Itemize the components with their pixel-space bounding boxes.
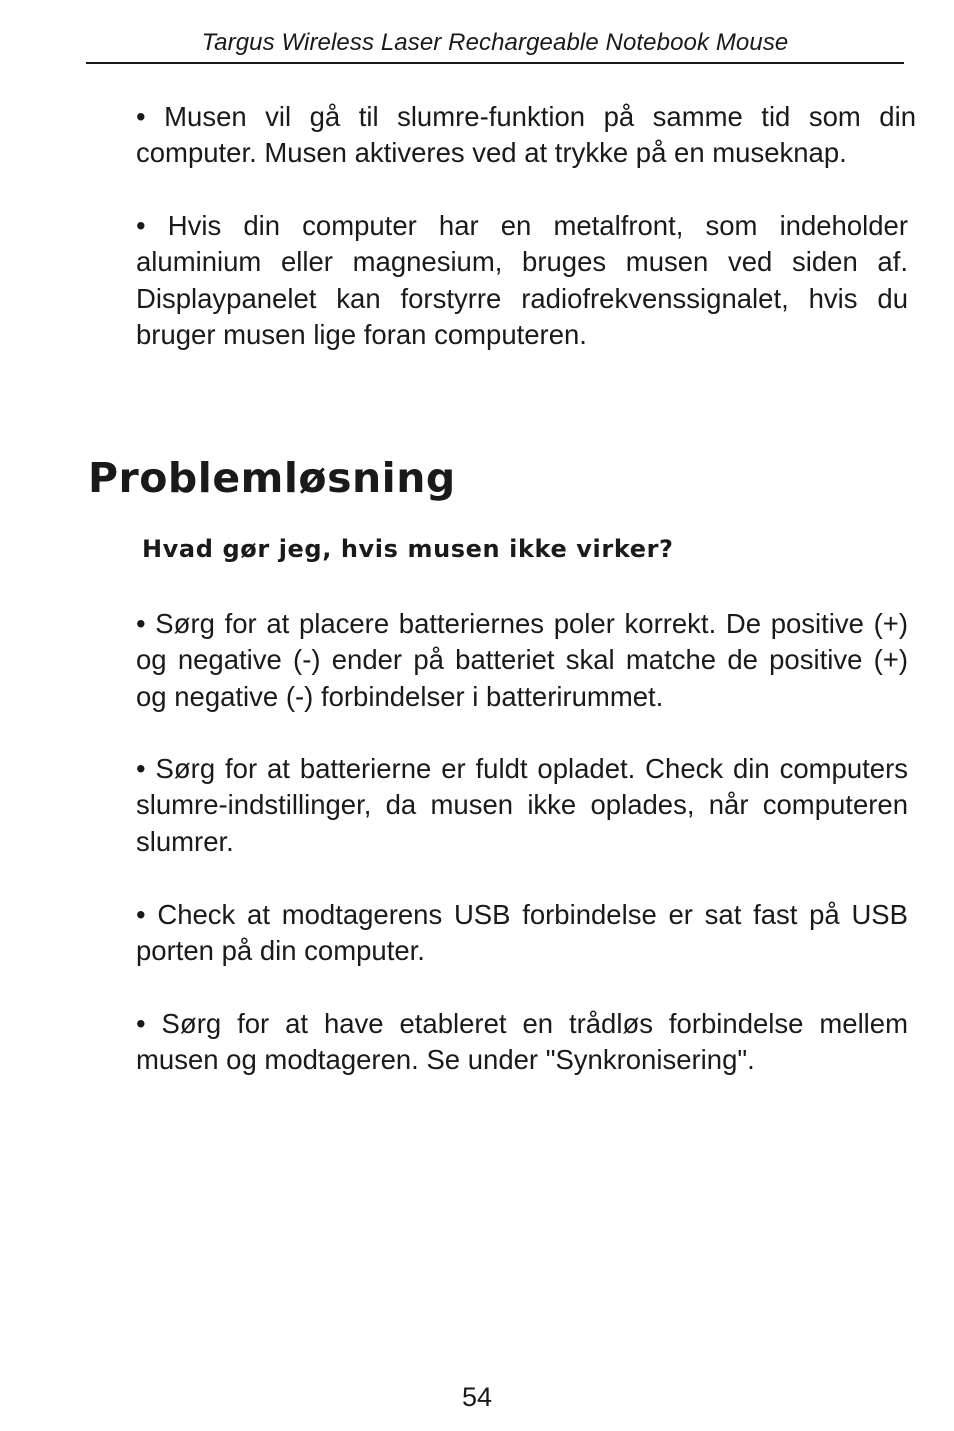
- header-title: Targus Wireless Laser Rechargeable Notebook Mouse: [201, 29, 789, 56]
- troubleshoot-bullet-charged: • Sørg for at batterierne er fuldt opladet. Check din computers slumre-indstillinger, da musen ikke oplades, når computeren slumrer.: [136, 753, 908, 857]
- header-divider: [86, 62, 904, 64]
- intro-bullet-metal-front: • Hvis din computer har en metalfront, som indeholder aluminium eller magnesium, bruges musen ved siden af. Displaypanelet kan forstyrre radiofrekvenssignalet, hvis du bruger musen lige foran computeren.: [136, 210, 908, 351]
- page-number: 54: [461, 1382, 493, 1412]
- troubleshoot-bullet-wireless: • Sørg for at have etableret en trådløs forbindelse mellem musen og modtageren. Se under "Synkronisering".: [136, 1008, 908, 1076]
- troubleshoot-bullet-polarity: • Sørg for at placere batteriernes poler korrekt. De positive (+) og negative (-) ender på batteriet skal matche de positive (+) og negative (-) forbindelser i batterirummet.: [136, 608, 908, 712]
- intro-bullet-sleep: • Musen vil gå til slumre-funktion på samme tid som din computer. Musen aktiveres ved at trykke på en museknap.: [136, 101, 916, 169]
- section-question: Hvad gør jeg, hvis musen ikke virker?: [142, 535, 674, 563]
- troubleshoot-bullet-usb: • Check at modtagerens USB forbindelse er sat fast på USB porten på din computer.: [136, 899, 908, 967]
- section-heading: Problemløsning: [88, 454, 456, 502]
